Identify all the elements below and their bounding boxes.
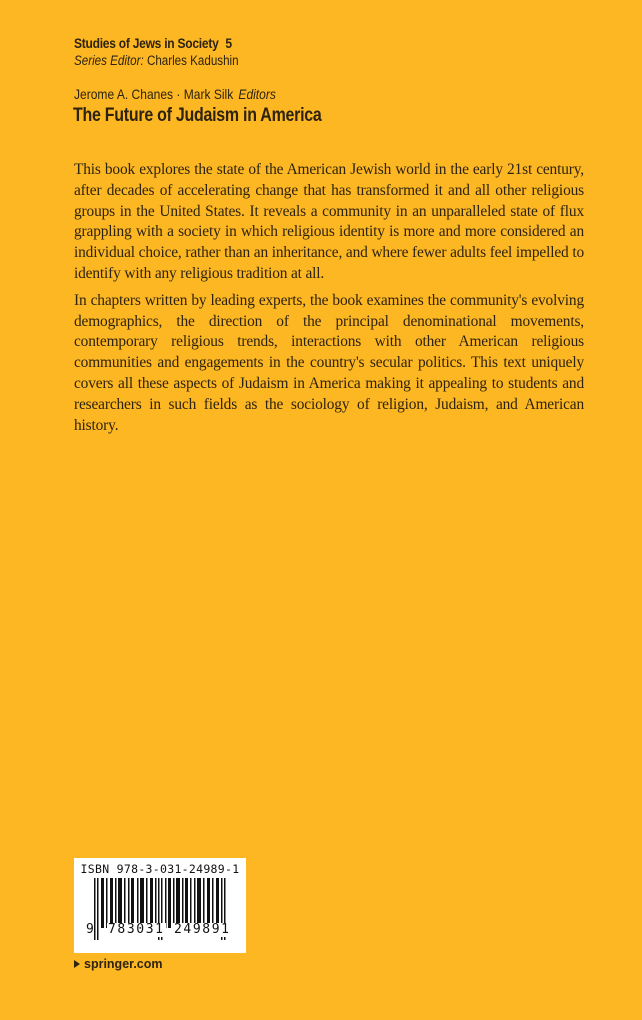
series-editor-name: Charles Kadushin xyxy=(146,53,239,68)
series-editor-line xyxy=(74,52,239,70)
series-editor-label: Series Editor: xyxy=(74,53,144,68)
book-editors xyxy=(74,85,276,103)
arrow-right-icon xyxy=(74,960,80,968)
publisher-link[interactable] xyxy=(74,956,163,972)
series-title: Studies of Jews in Society xyxy=(74,35,219,51)
barcode-digit-group-2: 249891 xyxy=(174,922,231,937)
barcode-bars xyxy=(80,878,240,940)
editors-role: Editors xyxy=(238,86,276,102)
barcode-digit-group-1: 783031 xyxy=(108,922,165,937)
isbn-label: ISBN 978-3-031-24989-1 xyxy=(80,862,240,876)
series-title-line xyxy=(74,34,239,52)
publisher-link-text: springer.com xyxy=(84,957,163,971)
book-blurb xyxy=(74,160,584,442)
isbn-barcode xyxy=(74,858,246,953)
series-info xyxy=(74,34,265,70)
blurb-paragraph-2: In chapters written by leading experts, the book examines the community's evolving demographics, the direction of the principal denominational movements, contemporary religious trends, interactions with other American religious communities and engagements in the country's secular politics. This text uniquely covers all these aspects of Judaism in America making it appealing to students and researchers in such fields as the sociology of religion, Judaism, and American history. xyxy=(74,291,584,434)
book-title: The Future of Judaism in America xyxy=(73,105,322,126)
barcode-digit-lead: 9 xyxy=(86,922,94,937)
blurb-paragraph-1: This book explores the state of the American Jewish world in the early 21st century, after decades of accelerating change that has transformed it and all other religious groups in the United States. It reveals a community in an unparalleled state of flux grappling with a society in which religious identity is more and more considered an individual choice, rather than an inheritance, and where fewer adults feel impelled to identify with any religious tradition at all. xyxy=(74,161,584,282)
series-number: 5 xyxy=(225,35,232,51)
editors-names: Jerome A. Chanes · Mark Silk xyxy=(74,86,234,102)
